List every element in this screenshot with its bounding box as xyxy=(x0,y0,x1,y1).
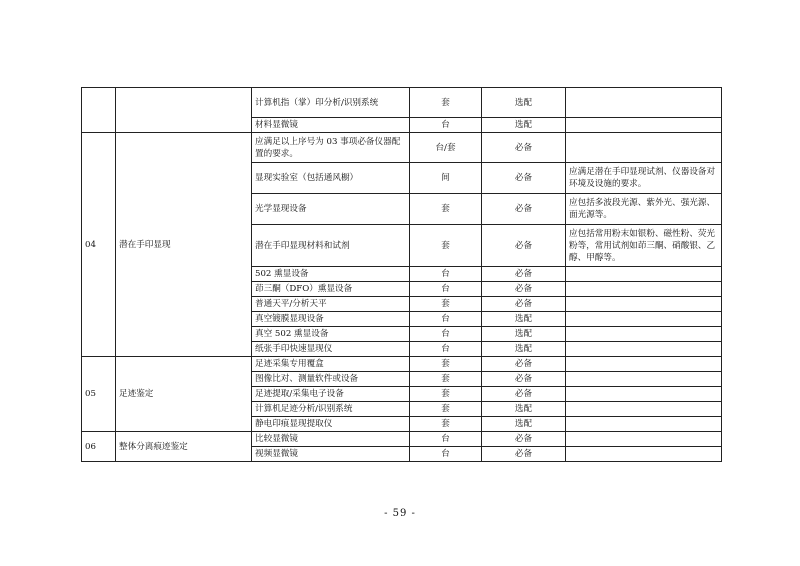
requirement: 必备 xyxy=(482,163,566,194)
section-item-cell xyxy=(116,88,252,133)
remark: 应满足潜在手印显现试剂、仪器设备对环境及设施的要求。 xyxy=(566,163,722,194)
requirement: 选配 xyxy=(482,417,566,432)
table-row xyxy=(82,133,722,163)
requirement: 必备 xyxy=(482,194,566,225)
table-row xyxy=(82,432,722,447)
unit: 台 xyxy=(410,327,482,342)
unit: 套 xyxy=(410,387,482,402)
section-number: 06 xyxy=(82,432,116,462)
remark: 应包括多波段光源、紫外光、强光源、面光源等。 xyxy=(566,194,722,225)
remark: 应包括常用粉末如银粉、磁性粉、荧光粉等，常用试剂如茚三酮、硝酸银、乙醇、甲醇等。 xyxy=(566,225,722,267)
remark xyxy=(566,267,722,282)
equipment-name: 视频显微镜 xyxy=(252,447,410,462)
requirement: 必备 xyxy=(482,267,566,282)
page-number: - 59 - xyxy=(384,508,416,519)
equipment-name: 纸张手印快速显现仪 xyxy=(252,342,410,357)
requirement: 必备 xyxy=(482,372,566,387)
equipment-name: 光学显现设备 xyxy=(252,194,410,225)
unit: 台 xyxy=(410,267,482,282)
requirement: 必备 xyxy=(482,387,566,402)
remark xyxy=(566,447,722,462)
unit: 台 xyxy=(410,312,482,327)
requirement: 选配 xyxy=(482,88,566,118)
unit: 套 xyxy=(410,88,482,118)
section-item: 潜在手印显现 xyxy=(116,133,252,357)
equipment-name: 普通天平/分析天平 xyxy=(252,297,410,312)
remark xyxy=(566,297,722,312)
equipment-name: 显现实验室（包括通风橱） xyxy=(252,163,410,194)
requirement: 必备 xyxy=(482,432,566,447)
section-number: 05 xyxy=(82,357,116,432)
remark xyxy=(566,312,722,327)
equipment-name: 图像比对、测量软件或设备 xyxy=(252,372,410,387)
equipment-name: 足迹采集专用覆盒 xyxy=(252,357,410,372)
unit: 套 xyxy=(410,194,482,225)
unit: 台 xyxy=(410,118,482,133)
section-number: 04 xyxy=(82,133,116,357)
unit: 套 xyxy=(410,225,482,267)
requirement: 选配 xyxy=(482,118,566,133)
equipment-name: 比较显微镜 xyxy=(252,432,410,447)
unit: 套 xyxy=(410,357,482,372)
equipment-name: 计算机指（掌）印分析/识别系统 xyxy=(252,88,410,118)
equipment-name: 材料显微镜 xyxy=(252,118,410,133)
remark xyxy=(566,402,722,417)
unit: 台/套 xyxy=(410,133,482,163)
equipment-name: 足迹提取/采集电子设备 xyxy=(252,387,410,402)
requirement: 选配 xyxy=(482,327,566,342)
equipment-name: 真空 502 熏显设备 xyxy=(252,327,410,342)
equipment-name: 计算机足迹分析/识别系统 xyxy=(252,402,410,417)
remark xyxy=(566,417,722,432)
equipment-name: 真空镀膜显现设备 xyxy=(252,312,410,327)
requirement: 必备 xyxy=(482,297,566,312)
section-item: 足迹鉴定 xyxy=(116,357,252,432)
equipment-name: 应满足以上序号为 03 事项必备仪器配置的要求。 xyxy=(252,133,410,163)
unit: 台 xyxy=(410,447,482,462)
equipment-name: 潜在手印显现材料和试剂 xyxy=(252,225,410,267)
unit: 台 xyxy=(410,432,482,447)
remark xyxy=(566,282,722,297)
equipment-name: 502 熏显设备 xyxy=(252,267,410,282)
unit: 台 xyxy=(410,282,482,297)
remark xyxy=(566,432,722,447)
remark xyxy=(566,133,722,163)
requirement: 必备 xyxy=(482,282,566,297)
table-row xyxy=(82,88,722,118)
remark xyxy=(566,118,722,133)
remark xyxy=(566,342,722,357)
requirement: 选配 xyxy=(482,342,566,357)
requirement: 必备 xyxy=(482,133,566,163)
requirement: 必备 xyxy=(482,447,566,462)
requirement: 选配 xyxy=(482,312,566,327)
section-item: 整体分离痕迹鉴定 xyxy=(116,432,252,462)
unit: 套 xyxy=(410,297,482,312)
requirement: 必备 xyxy=(482,357,566,372)
requirement: 必备 xyxy=(482,225,566,267)
remark xyxy=(566,357,722,372)
table-row xyxy=(82,357,722,372)
remark xyxy=(566,327,722,342)
unit: 台 xyxy=(410,342,482,357)
unit: 间 xyxy=(410,163,482,194)
remark xyxy=(566,387,722,402)
remark xyxy=(566,88,722,118)
unit: 套 xyxy=(410,402,482,417)
remark xyxy=(566,372,722,387)
equipment-table xyxy=(81,87,722,462)
equipment-name: 静电印痕显现提取仪 xyxy=(252,417,410,432)
section-number-cell xyxy=(82,88,116,133)
unit: 套 xyxy=(410,417,482,432)
requirement: 选配 xyxy=(482,402,566,417)
equipment-name: 茚三酮（DFO）熏显设备 xyxy=(252,282,410,297)
unit: 套 xyxy=(410,372,482,387)
